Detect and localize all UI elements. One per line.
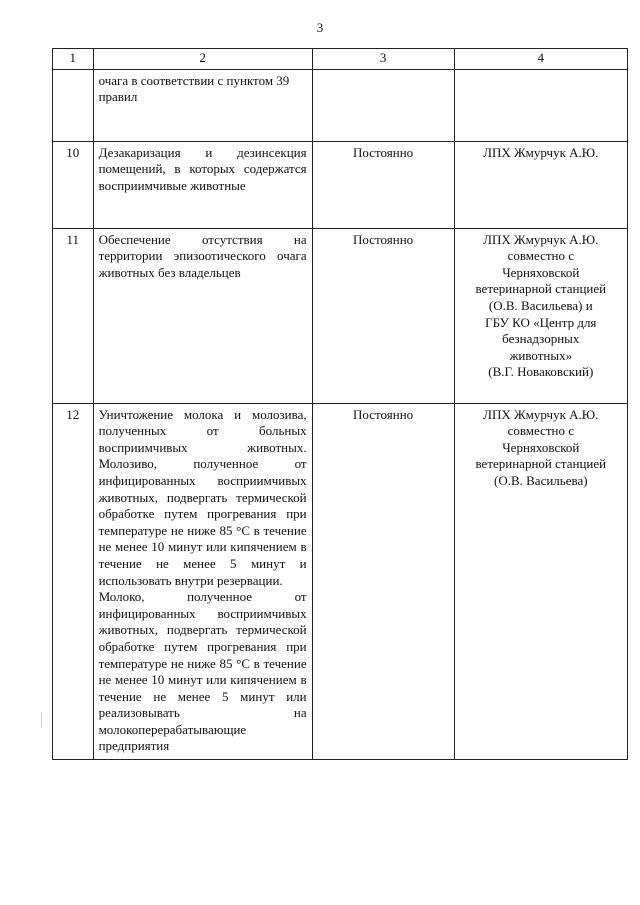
responsible-line: безнадзорных [502,331,580,347]
header-col-2: 2 [93,49,312,70]
responsible-line: ГБУ КО «Центр для [485,314,597,330]
measures-table [52,48,628,760]
responsible-line: совместно с [507,248,574,264]
responsible-line: (О.В. Васильева) и [488,297,593,313]
responsible-line: ЛПХ Жмурчук А.Ю. [483,231,599,247]
responsible-line: (В.Г. Новаковский) [488,364,594,380]
action-cell [93,141,312,228]
row-number: 10 [53,141,94,228]
timing-cell [312,69,454,141]
responsible-line: Черняховской [502,264,580,280]
action-cell [93,228,312,403]
header-col-1: 1 [53,49,94,70]
table-row [53,228,628,403]
responsible-line: ЛПХ Жмурчук А.Ю. [483,406,599,422]
responsible-line: совместно с [507,423,574,439]
timing-cell: Постоянно [312,228,454,403]
responsible-line: животных» [509,347,573,363]
action-text: Уничтожение молока и молозива, полученных от больных восприимчивых животных. Молозиво, полученное от инфицированных восприимчивых животных, подвергать термической обработке путем прогревания при температуре не ниже 85 °С в течение не менее 10 минут или кипячением в течение не менее 5 минут и использовать внутри резервации. [98,406,307,588]
table-row [53,69,628,141]
responsible-line: ветеринарной станцией [475,456,607,472]
table-row [53,403,628,759]
responsible-cell [454,69,627,141]
action-text: Обеспечение отсутствия на территории эпизоотического очага животных без владельцев [98,231,307,280]
timing-cell: Постоянно [312,403,454,759]
action-cell [93,403,312,759]
responsible-line: ЛПХ Жмурчук А.Ю. [483,144,599,160]
header-col-3: 3 [312,49,454,70]
responsible-cell [454,141,627,228]
action-text: Дезакаризация и дезинсекция помещений, в которых содержатся восприимчивые животные [98,144,307,193]
table-row [53,141,628,228]
table-header-row [53,49,628,70]
responsible-cell [454,403,627,759]
header-col-4: 4 [454,49,627,70]
row-number [53,69,94,141]
responsible-line: (О.В. Васильева) [494,472,588,488]
action-text: очага в соответствии с пунктом 39 правил [98,72,290,105]
timing-cell: Постоянно [312,141,454,228]
scan-margin-mark [41,713,42,727]
responsible-line: ветеринарной станцией [475,281,607,297]
responsible-line: Черняховской [502,439,580,455]
page-number: 3 [316,20,324,35]
row-number: 12 [53,403,94,759]
row-number: 11 [53,228,94,403]
action-text: Молоко, полученное от инфицированных восприимчивых животных, подвергать термической обработке путем прогревания при температуре не ниже 85 °С в течение не менее 10 минут или кипячением в течение не менее 5 минут или реализовывать на молокоперерабатывающие предприятия [98,589,307,754]
responsible-cell [454,228,627,403]
action-cell [93,69,312,141]
